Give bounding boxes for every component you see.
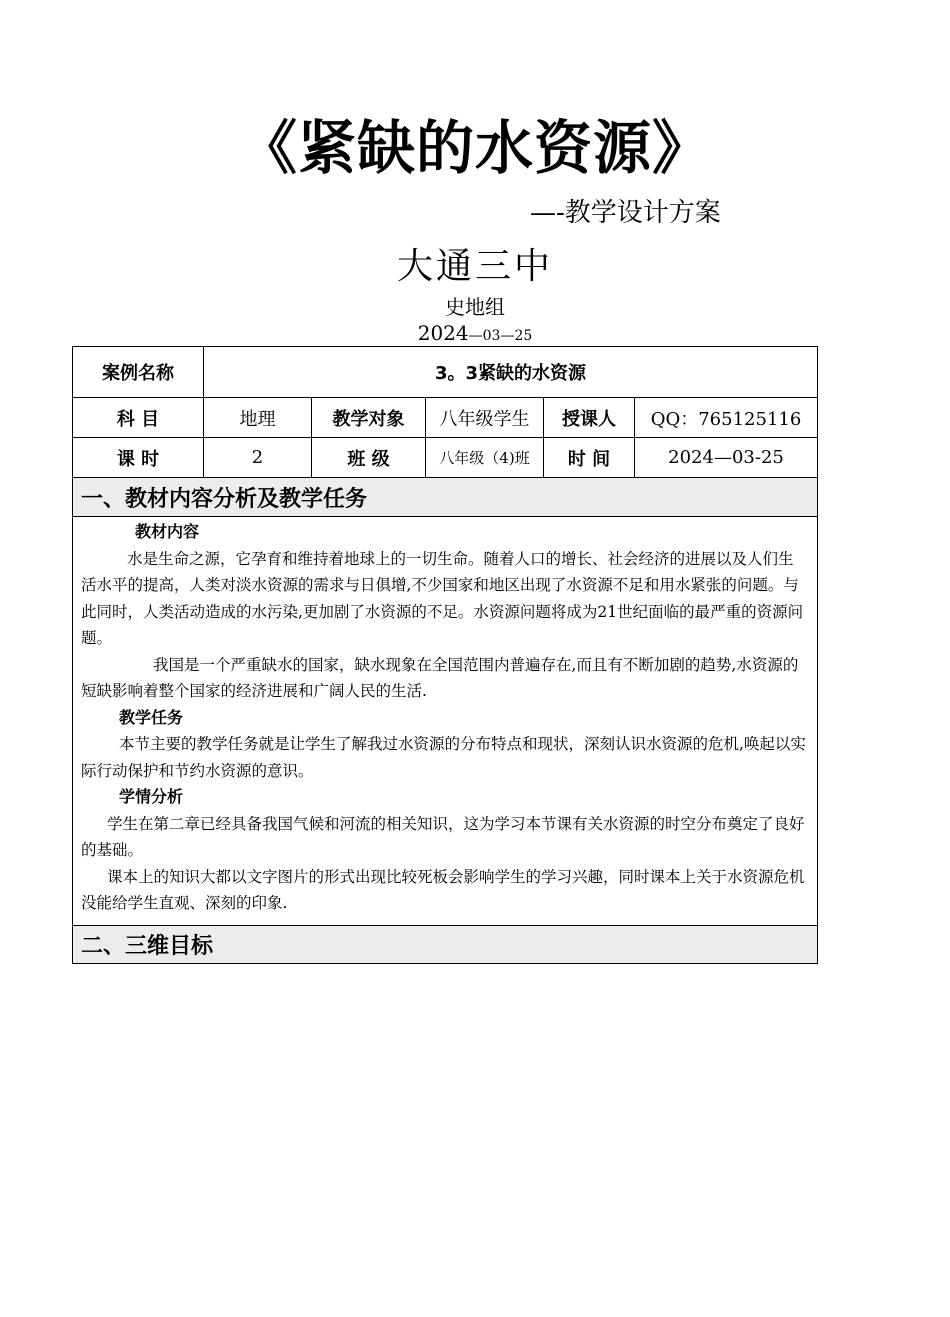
analysis-subheading: 学情分析: [119, 787, 184, 806]
subject-row: [73, 398, 818, 438]
group-name: 史地组: [445, 295, 505, 319]
target-value: 八年级学生: [426, 398, 544, 438]
hours-row: [73, 438, 818, 478]
school-name: 大通三中: [396, 246, 553, 287]
section-1-body-row: [73, 517, 818, 926]
document-subtitle: —-教学设计方案: [530, 198, 721, 228]
case-row: [73, 347, 818, 398]
hours-value: 2: [204, 438, 312, 478]
content-paragraph-1: 水是生命之源，它孕育和维持着地球上的一切生命。随着人口的增长、社会经济的进展以及人们生活水平的提高，人类对淡水资源的需求与日俱增,不少国家和地区出现了水资源不足和用水紧张的问题。与此同时，人类活动造成的水污染,更加剧了水资源的不足。水资源问题将成为21世纪面临的最严重的资源问题。: [81, 549, 804, 647]
section-1-header-row: [73, 478, 818, 517]
time-label: 时 间: [544, 438, 635, 478]
target-label: 教学对象: [312, 398, 426, 438]
class-value: 八年级（4)班: [426, 438, 544, 478]
subject-label: 科 目: [73, 398, 204, 438]
class-label: 班 级: [312, 438, 426, 478]
date-year: 2024: [417, 321, 469, 345]
analysis-paragraph-2: 课本上的知识大都以文字图片的形式出现比较死板会影响学生的学习兴趣，同时课本上关于水资源危机没能给学生直观、深刻的印象.: [81, 867, 805, 912]
case-name-value: 3。3紧缺的水资源: [204, 347, 818, 398]
time-value: 2024—03-25: [635, 438, 818, 478]
content-paragraph-2: 我国是一个严重缺水的国家，缺水现象在全国范围内普遍存在,而且有不断加剧的趋势,水资源的短缺影响着整个国家的经济进展和广阔人民的生活.: [81, 655, 799, 700]
teacher-value: QQ：765125116: [635, 398, 818, 438]
analysis-paragraph-1: 学生在第二章已经具备我国气候和河流的相关知识，这为学习本节课有关水资源的时空分布奠定了良好的基础。: [81, 814, 805, 859]
case-name-label: 案例名称: [73, 347, 204, 398]
document-title: 《紧缺的水资源》: [238, 114, 711, 182]
section-2-header-row: [73, 925, 818, 963]
task-subheading: 教学任务: [119, 707, 184, 727]
lesson-plan-table: [72, 346, 818, 964]
document-date: [0, 321, 950, 348]
date-month-day: —03—25: [468, 328, 533, 344]
teacher-label: 授课人: [544, 398, 635, 438]
hours-label: 课 时: [73, 438, 204, 478]
task-paragraph: 本节主要的教学任务就是让学生了解我过水资源的分布特点和现状，深刻认识水资源的危机,唤起以实际行动保护和节约水资源的意识。: [81, 735, 806, 780]
section-1-heading: 一、教材内容分析及教学任务: [73, 478, 818, 517]
section-2-heading: 二、三维目标: [73, 925, 818, 963]
subject-value: 地理: [204, 398, 312, 438]
content-subheading: 教材内容: [135, 522, 200, 541]
section-1-body: [73, 517, 818, 926]
